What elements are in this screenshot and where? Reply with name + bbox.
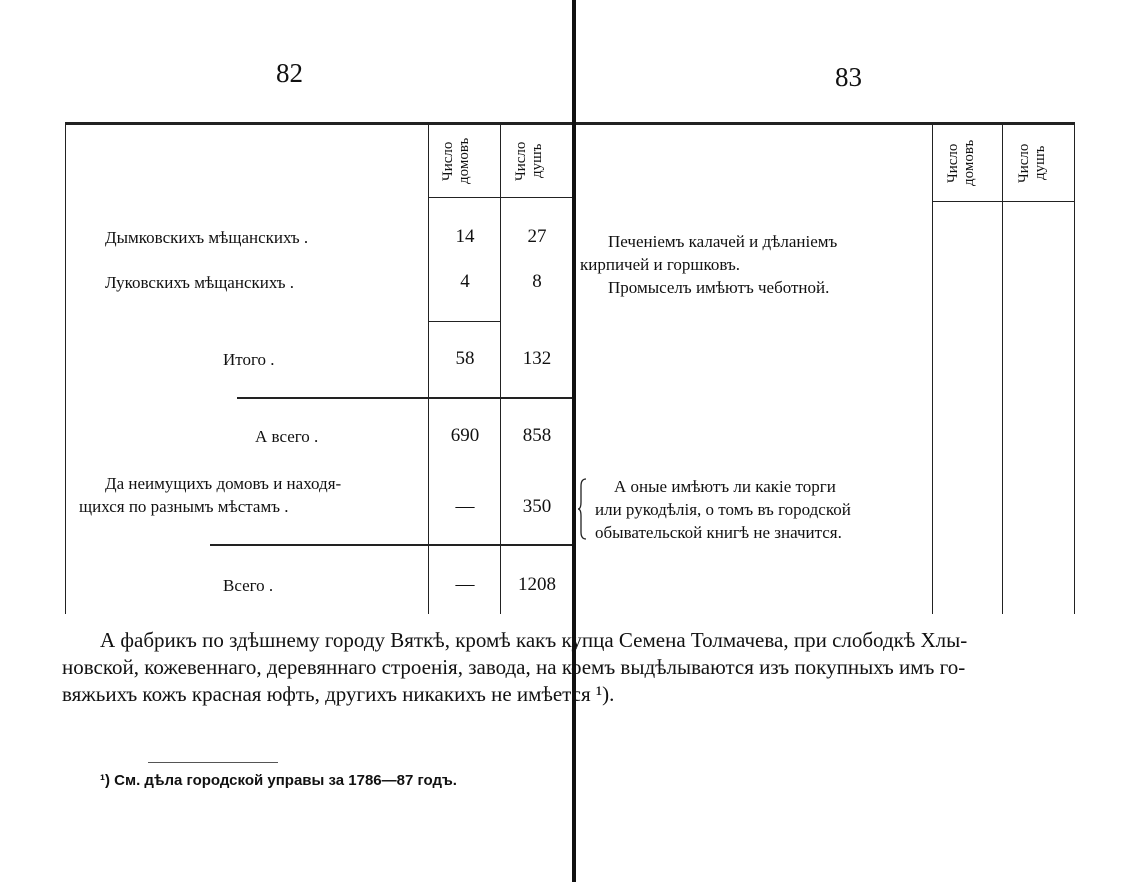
right-header-houses: Число домовъ [945,139,977,187]
row-label-dymkovo: Дымковскихъ мѣщанскихъ . [105,228,309,247]
row-houses-lukovo: 4 [460,271,470,292]
footnote-separator [148,762,278,763]
row-houses-dymkovo: 14 [455,226,475,247]
trade-line1: А оные имѣютъ ли какіе торги [614,477,836,496]
avsego-rule [237,397,572,399]
vsego-houses: — [455,574,475,595]
itogo-rule [428,321,500,322]
paragraph-line2: новской, кожевеннаго, деревяннаго строенія, завода, на коемъ выдѣлываются изъ покупныхъ имъ го- [62,655,966,679]
left-page-number: 82 [276,58,303,88]
left-table-top-rule [65,122,572,125]
vsego-souls: 1208 [518,574,556,595]
neimushchikh-souls: 350 [522,496,552,517]
neimushchikh-line2: щихся по разнымъ мѣстамъ . [79,497,289,516]
right-column-divider-2 [1002,122,1003,614]
avsego-souls: 858 [522,425,552,446]
right-table-right-edge [1074,122,1075,614]
row-label-lukovo: Луковскихъ мѣщанскихъ . [105,273,294,292]
left-table-left-edge [65,122,66,614]
left-column-divider-2 [500,122,501,614]
itogo-souls: 132 [522,348,552,369]
left-header-houses: Число домовъ [440,137,472,185]
right-header-underline [932,201,1074,202]
avsego-houses: 690 [450,425,480,446]
right-header-souls: Число душъ [1016,143,1048,183]
row-souls-dymkovo: 27 [527,226,547,247]
itogo-houses: 58 [455,348,475,369]
left-column-divider-1 [428,122,429,614]
brace-mark [578,478,588,540]
paragraph-line3: вяжьихъ кожъ красная юфть, другихъ никакихъ не имѣется ¹). [62,682,615,706]
vsego-rule [210,544,572,546]
right-table-top-rule [576,122,1074,125]
trade-line2: или рукодѣлія, о томъ въ городской [595,500,851,519]
avsego-label: А всего . [255,427,319,446]
right-page-number: 83 [835,62,862,92]
notes-line2: кирпичей и горшковъ. [580,255,741,274]
neimushchikh-line1: Да неимущихъ домовъ и находя- [105,474,342,493]
book-gutter [572,0,576,882]
notes-line1: Печеніемъ калачей и дѣланіемъ [608,232,838,251]
footnote: ¹) См. дѣла городской управы за 1786—87 годъ. [100,772,457,789]
trade-line3: обывательской книгѣ не значится. [595,523,842,542]
notes-line3: Промыселъ имѣютъ чеботной. [608,278,830,297]
vsego-label: Всего . [223,576,274,595]
right-column-divider-1 [932,122,933,614]
left-header-underline [428,197,572,198]
row-souls-lukovo: 8 [532,271,542,292]
itogo-label: Итого . [223,350,275,369]
neimushchikh-houses: — [455,496,475,517]
paragraph-line1: А фабрикъ по здѣшнему городу Вяткѣ, кромѣ какъ купца Семена Толмачева, при слободкѣ Хлы- [100,628,968,652]
left-header-souls: Число душъ [513,141,545,181]
